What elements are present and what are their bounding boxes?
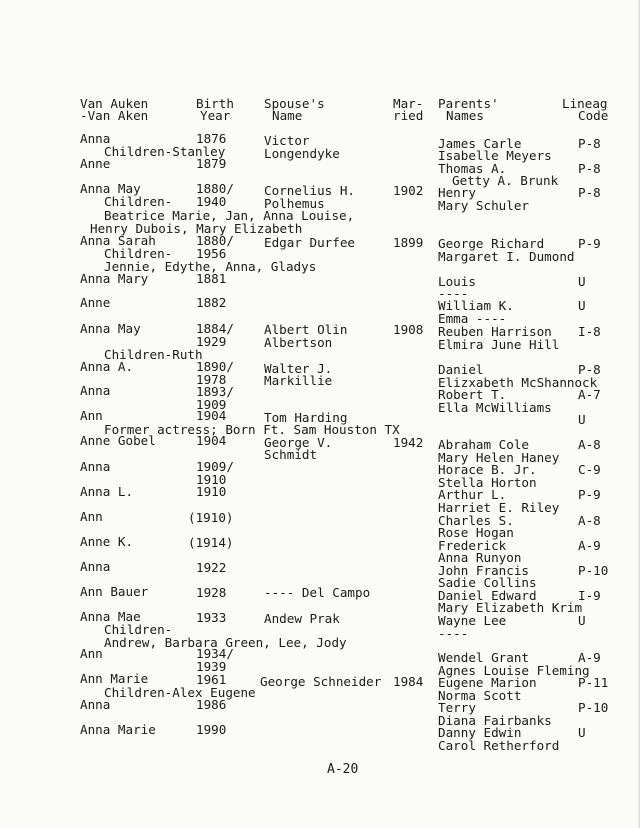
record-text-line: Longendyke <box>264 146 340 161</box>
record-text-line: Former actress; Born Ft. Sam Houston TX <box>104 422 400 437</box>
column-header-h-mar1: Mar- <box>393 96 424 111</box>
record-text-line: A-9 <box>578 650 601 665</box>
record-text-line: Getty A. Brunk <box>452 173 559 188</box>
record-text-line: Agnes Louise Fleming <box>438 663 590 678</box>
record-text-line: Terry <box>438 700 476 715</box>
record-text-line: Albert Olin <box>264 322 348 337</box>
record-text-line: U <box>578 298 586 313</box>
record-text-line: Anna Mae <box>80 609 141 624</box>
record-text-line: 1910 <box>196 472 227 487</box>
record-text-line: 1929 <box>196 334 227 349</box>
record-text-line: 1902 <box>393 183 424 198</box>
column-header-h-birth1: Birth <box>196 96 234 111</box>
record-text-line: Children- <box>104 622 173 637</box>
record-text-line: 1880/ <box>196 233 234 248</box>
record-text-line: Arthur L. <box>438 487 507 502</box>
record-text-line: I-8 <box>578 324 601 339</box>
record-text-line: P-10 <box>578 563 609 578</box>
record-text-line: Andrew, Barbara Green, Lee, Jody <box>104 635 347 650</box>
record-text-line: Anna Sarah <box>80 233 156 248</box>
record-text-line: Ann <box>80 509 103 524</box>
record-text-line: 1986 <box>196 697 227 712</box>
record-text-line: Robert T. <box>438 387 507 402</box>
record-text-line: Stella Horton <box>438 475 537 490</box>
column-header-h-spouse1: Spouse's <box>264 96 325 111</box>
record-text-line: 1933 <box>196 610 227 625</box>
record-text-line: Ann Marie <box>80 671 149 686</box>
record-text-line: Harriet E. Riley <box>438 500 560 515</box>
record-text-line: 1882 <box>196 295 227 310</box>
record-text-line: A-7 <box>578 387 601 402</box>
record-text-line: U <box>578 725 586 740</box>
record-text-line: U <box>578 613 586 628</box>
record-text-line: P-9 <box>578 487 601 502</box>
record-text-line: Jennie, Edythe, Anna, Gladys <box>104 259 317 274</box>
record-text-line: Children-Stanley <box>104 144 226 159</box>
record-text-line: Henry <box>438 185 476 200</box>
column-header-h-name2: -Van Aken <box>80 108 149 123</box>
record-text-line: 1893/ <box>196 384 234 399</box>
record-text-line: Rose Hogan <box>438 525 514 540</box>
record-text-line: I-9 <box>578 588 601 603</box>
record-text-line: Ella McWilliams <box>438 400 552 415</box>
record-text-line: 1904 <box>196 433 227 448</box>
record-text-line: Anna May <box>80 181 141 196</box>
record-text-line: Edgar Durfee <box>264 235 355 250</box>
record-text-line: ---- <box>438 626 469 641</box>
record-text-line: Anna Runyon <box>438 550 522 565</box>
record-text-line: Tom Harding <box>264 410 348 425</box>
record-text-line: 1908 <box>393 322 424 337</box>
record-text-line: Mary Schuler <box>438 198 529 213</box>
record-text-line: Thomas A. <box>438 161 507 176</box>
record-text-line: Anne <box>80 156 111 171</box>
record-text-line: ---- <box>438 286 469 301</box>
record-text-line: 1884/ <box>196 321 234 336</box>
record-text-line: Emma ---- <box>438 311 507 326</box>
record-text-line: Walter J. <box>264 361 333 376</box>
record-text-line: Wendel Grant <box>438 650 529 665</box>
record-text-line: U <box>578 274 586 289</box>
column-header-h-mar2: ried <box>393 108 424 123</box>
record-text-line: Markillie <box>264 373 333 388</box>
record-text-line: Frederick <box>438 538 507 553</box>
record-text-line: Anna <box>80 559 111 574</box>
record-text-line: A-9 <box>578 538 601 553</box>
record-text-line: Cornelius H. <box>264 183 355 198</box>
record-text-line: Anna May <box>80 321 141 336</box>
record-text-line: Charles S. <box>438 513 514 528</box>
record-text-line: William K. <box>438 298 514 313</box>
record-text-line: Children-Ruth <box>104 347 203 362</box>
record-text-line: Sadie Collins <box>438 575 537 590</box>
record-text-line: 1942 <box>393 435 424 450</box>
record-text-line: Elizxabeth McShannock <box>438 375 598 390</box>
record-text-line: Abraham Cole <box>438 437 529 452</box>
page-number: A-20 <box>327 762 359 777</box>
column-header-h-birth2: Year <box>200 108 231 123</box>
record-text-line: Danny Edwin <box>438 725 522 740</box>
column-header-h-lin2: Code <box>578 108 609 123</box>
record-text-line: 1934/ <box>196 646 234 661</box>
record-text-line: 1990 <box>196 722 227 737</box>
record-text-line: (1914) <box>188 535 234 550</box>
record-text-line: Andew Prak <box>264 611 340 626</box>
record-text-line: P-8 <box>578 362 601 377</box>
record-text-line: P-10 <box>578 700 609 715</box>
record-text-line: Anna A. <box>80 359 134 374</box>
record-text-line: Anna Marie <box>80 722 156 737</box>
record-text-line: 1978 <box>196 372 227 387</box>
record-text-line: P-11 <box>578 675 609 690</box>
record-text-line: John Francis <box>438 563 529 578</box>
record-text-line: Children-Alex Eugene <box>104 685 256 700</box>
record-text-line: Carol Retherford <box>438 738 560 753</box>
record-text-line: George V. <box>264 435 333 450</box>
record-text-line: A-8 <box>578 437 601 452</box>
record-text-line: Margaret I. Dumond <box>438 249 575 264</box>
record-text-line: Wayne Lee <box>438 613 507 628</box>
column-header-h-spouse2: Name <box>272 108 303 123</box>
record-text-line: 1940 <box>196 194 227 209</box>
record-text-line: 1961 <box>196 672 227 687</box>
record-text-line: 1899 <box>393 235 424 250</box>
record-text-line: Ann Bauer <box>80 584 149 599</box>
record-text-line: James Carle <box>438 136 522 151</box>
record-text-line: Anna L. <box>80 484 134 499</box>
record-text-line: Louis <box>438 274 476 289</box>
record-text-line: George Schneider <box>260 674 382 689</box>
record-text-line: Mary Elizabeth Krim <box>438 600 583 615</box>
record-text-line: Reuben Harrison <box>438 324 552 339</box>
record-text-line: 1956 <box>196 246 227 261</box>
record-text-line: Isabelle Meyers <box>438 148 552 163</box>
record-text-line: C-9 <box>578 462 601 477</box>
record-text-line: Anne <box>80 295 111 310</box>
record-text-line: Anna <box>80 459 111 474</box>
record-text-line: Anna Mary <box>80 271 149 286</box>
record-text-line: U <box>578 412 586 427</box>
column-header-h-name1: Van Auken <box>80 96 149 111</box>
record-text-line: Daniel <box>438 362 484 377</box>
record-text-line: Anna <box>80 383 111 398</box>
column-header-h-lin1: Lineag <box>562 96 608 111</box>
record-text-line: A-8 <box>578 513 601 528</box>
record-text-line: (1910) <box>188 510 234 525</box>
record-text-line: 1910 <box>196 484 227 499</box>
record-text-line: Daniel Edward <box>438 588 537 603</box>
record-text-line: Henry Dubois, Mary Elizabeth <box>90 221 303 236</box>
record-text-line: 1928 <box>196 585 227 600</box>
record-text-line: 1880/ <box>196 181 234 196</box>
record-text-line: Anna <box>80 697 111 712</box>
record-text-line: Ann <box>80 408 103 423</box>
record-text-line: P-8 <box>578 185 601 200</box>
record-text-line: 1909/ <box>196 459 234 474</box>
record-text-line: 1879 <box>196 156 227 171</box>
record-text-line: Polhemus <box>264 196 325 211</box>
record-text-line: Children- <box>104 246 173 261</box>
record-text-line: Ann <box>80 646 103 661</box>
record-text-line: Diana Fairbanks <box>438 713 552 728</box>
record-text-line: P-8 <box>578 161 601 176</box>
record-text-line: Beatrice Marie, Jan, Anna Louise, <box>104 208 355 223</box>
column-header-h-par2: Names <box>446 108 484 123</box>
record-text-line: George Richard <box>438 236 545 251</box>
record-text-line: Anna <box>80 131 111 146</box>
record-text-line: 1890/ <box>196 359 234 374</box>
record-text-line: Eugene Marion <box>438 675 537 690</box>
record-text-line: 1922 <box>196 560 227 575</box>
record-text-line: Anne K. <box>80 534 134 549</box>
record-text-line: Elmira June Hill <box>438 337 560 352</box>
record-text-line: ---- Del Campo <box>264 585 371 600</box>
record-text-line: Mary Helen Haney <box>438 450 560 465</box>
record-text-line: P-8 <box>578 136 601 151</box>
record-text-line: Albertson <box>264 335 333 350</box>
record-text-line: Norma Scott <box>438 688 522 703</box>
record-text-line: Schmidt <box>264 447 318 462</box>
column-header-h-par1: Parents' <box>438 96 499 111</box>
record-text-line: 1939 <box>196 659 227 674</box>
record-text-line: 1984 <box>393 674 424 689</box>
record-text-line: Children- <box>104 194 173 209</box>
record-text-line: 1881 <box>196 271 227 286</box>
record-text-line: Anne Gobel <box>80 433 156 448</box>
record-text-line: 1909 <box>196 397 227 412</box>
record-text-line: P-9 <box>578 236 601 251</box>
record-text-line: Horace B. Jr. <box>438 462 537 477</box>
record-text-line: 1904 <box>196 408 227 423</box>
record-text-line: Victor <box>264 133 310 148</box>
record-text-line: 1876 <box>196 131 227 146</box>
